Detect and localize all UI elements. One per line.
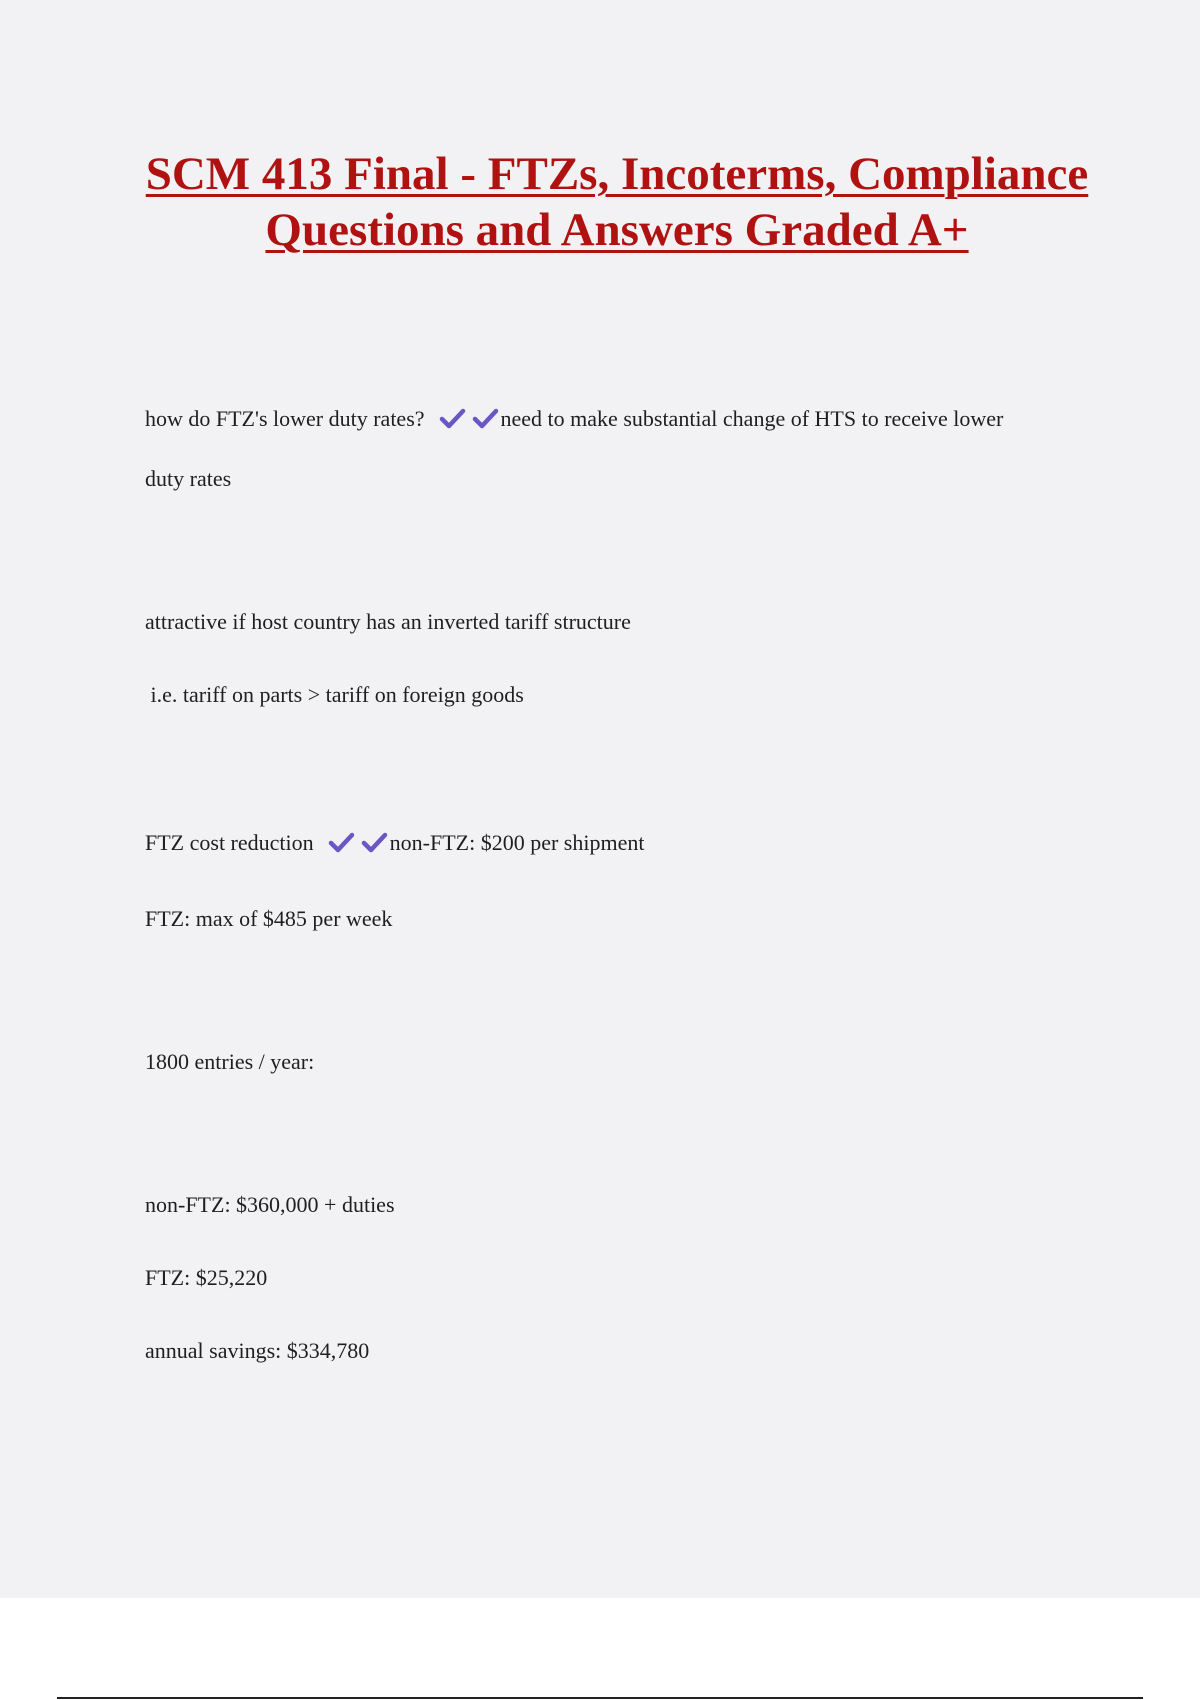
question-text: FTZ cost reduction: [145, 830, 314, 855]
document-title: SCM 413 Final - FTZs, Incoterms, Compliance Questions and Answers Graded A+: [145, 148, 1089, 256]
double-check-icon: [328, 831, 388, 855]
qa-item-1: [145, 404, 1003, 434]
note-line: annual savings: $334,780: [145, 1338, 370, 1363]
qa-item-2: [145, 828, 644, 858]
note-line: attractive if host country has an inverted tariff structure: [145, 609, 631, 634]
answer-continuation: duty rates: [145, 466, 232, 491]
answer-text: non-FTZ: $200 per shipment: [389, 830, 645, 855]
note-line: non-FTZ: $360,000 + duties: [145, 1192, 395, 1217]
page-divider: [57, 1697, 1143, 1699]
answer-text: need to make substantial change of HTS to receive lower: [500, 406, 1004, 431]
question-text: how do FTZ's lower duty rates?: [145, 406, 425, 431]
note-line: i.e. tariff on parts > tariff on foreign goods: [145, 682, 524, 707]
double-check-icon: [439, 407, 499, 431]
note-line: 1800 entries / year:: [145, 1049, 315, 1074]
note-line: FTZ: $25,220: [145, 1265, 268, 1290]
note-line: FTZ: max of $485 per week: [145, 906, 393, 931]
